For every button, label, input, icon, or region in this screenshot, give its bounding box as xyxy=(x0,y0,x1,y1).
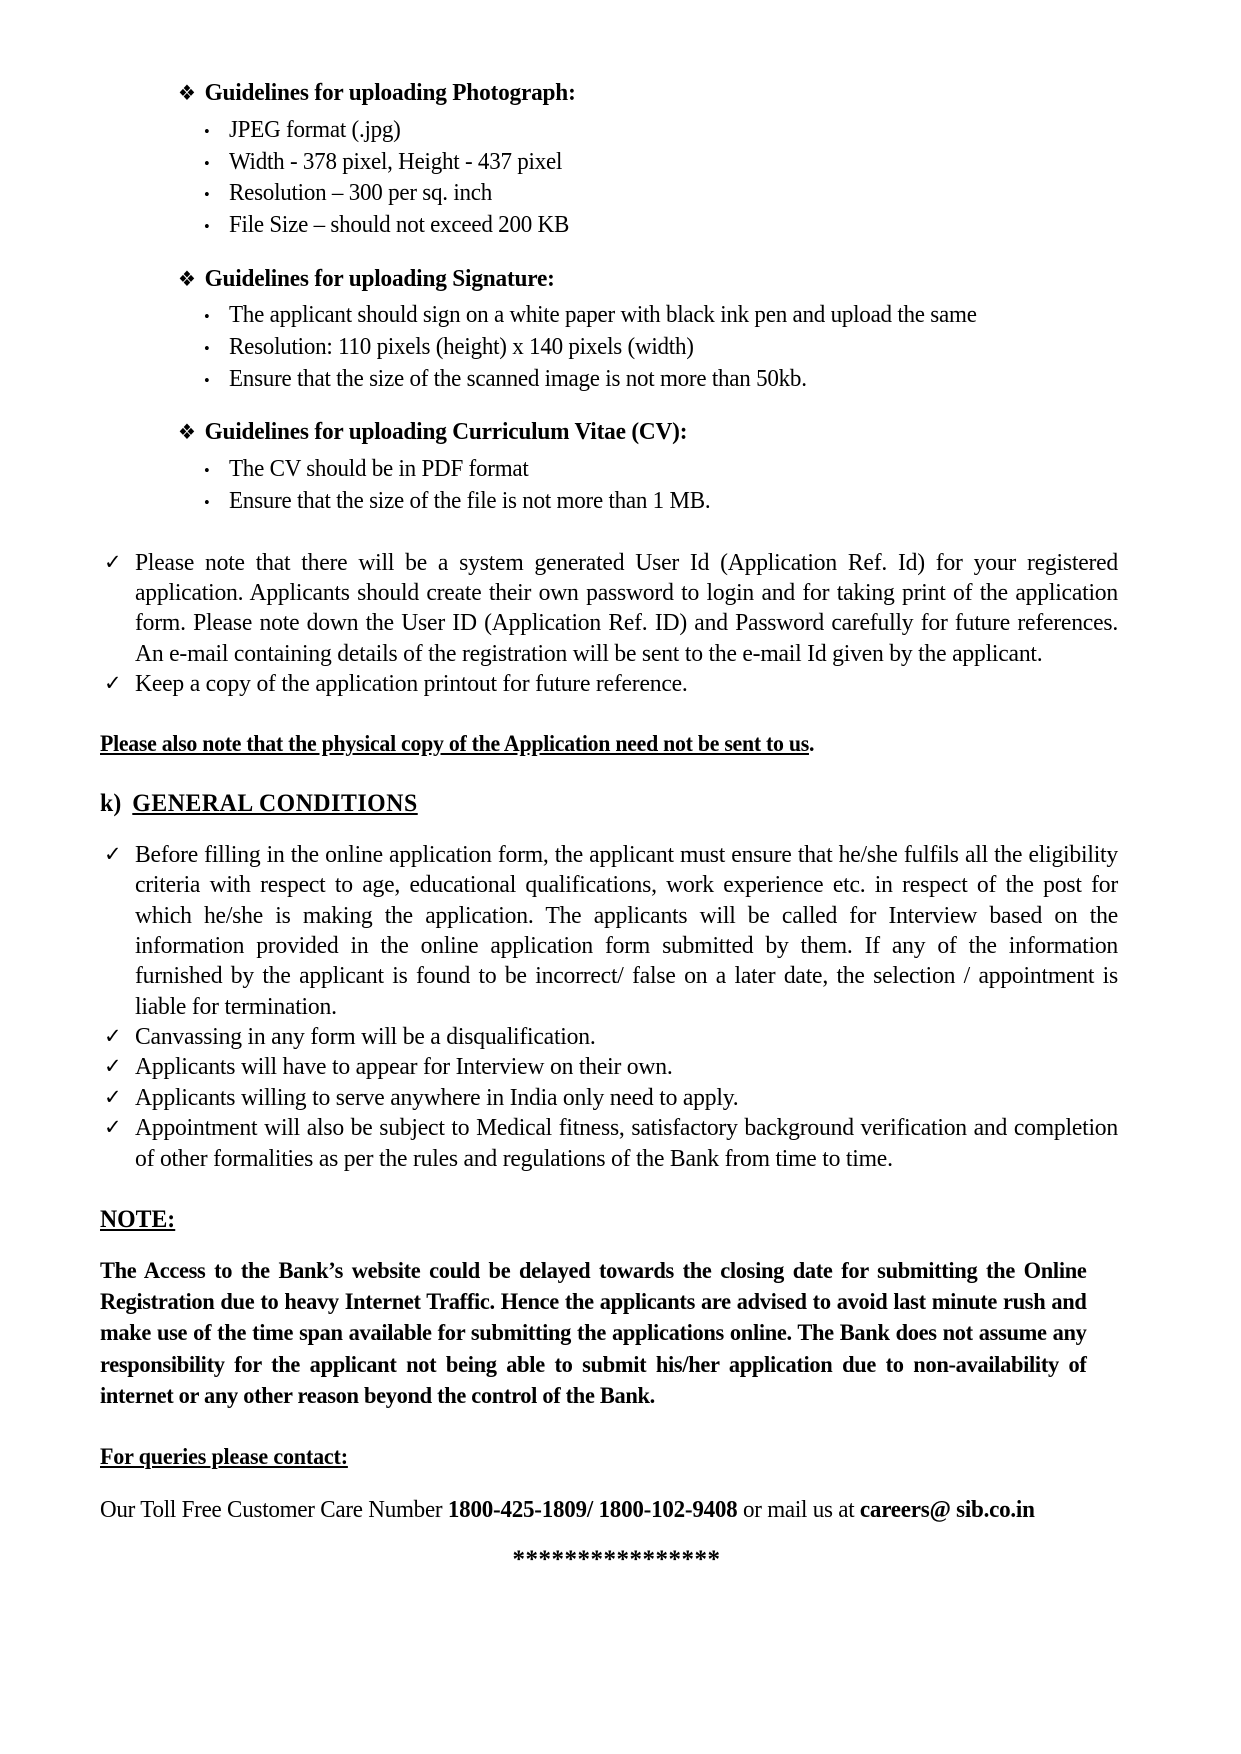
list-item-text: Before filling in the online application form, the applicant must ensure that he/she fulfils all the eligibility criteria with respect to age, educational qualifications, work experience etc. in respect of the post for which he/she is making the application. The applicants will be called for Interview based on the information provided in the online application form submitted by them. If any of the information furnished by the applicant is found to be incorrect/ false on a later date, the selection / appointment is liable for termination. xyxy=(135,841,1119,1020)
list-item-text: Resolution: 110 pixels (height) x 140 pixels (width) xyxy=(228,334,694,361)
list-item-text: File Size – should not exceed 200 KB xyxy=(228,211,570,238)
general-conditions-heading xyxy=(100,790,1081,818)
list-item-text: Applicants will have to appear for Interview on their own. xyxy=(135,1054,673,1081)
general-conditions-list xyxy=(100,840,1133,1174)
photograph-guidelines-list xyxy=(100,115,1133,242)
check-bullet-icon: ✓ xyxy=(104,1115,122,1140)
dot-bullet-icon: • xyxy=(204,185,210,205)
list-item-text: Keep a copy of the application printout for future reference. xyxy=(135,671,688,698)
queries-heading-text: For queries please contact: xyxy=(100,1444,348,1471)
list-item-text: Applicants willing to serve anywhere in India only need to apply. xyxy=(135,1084,739,1111)
list-item-text: JPEG format (.jpg) xyxy=(228,116,401,143)
dot-bullet-icon: • xyxy=(204,370,210,390)
check-bullet-icon: ✓ xyxy=(104,1024,122,1049)
physical-copy-note-text: Please also note that the physical copy of the Application need not be sent to us xyxy=(100,731,809,758)
list-item-text: Ensure that the size of the scanned image is not more than 50kb. xyxy=(228,365,807,392)
dot-bullet-icon: • xyxy=(204,216,210,236)
check-bullet-icon: ✓ xyxy=(104,1084,122,1109)
list-item xyxy=(204,115,1096,147)
list-item xyxy=(100,669,1133,699)
list-item-text: Resolution – 300 per sq. inch xyxy=(228,180,493,207)
diamond-bullet-icon: ❖ xyxy=(178,420,196,445)
list-item xyxy=(204,147,1096,179)
dot-bullet-icon: • xyxy=(204,307,210,327)
note-heading xyxy=(100,1206,1081,1234)
physical-copy-note xyxy=(100,729,1061,760)
list-item xyxy=(204,178,1096,210)
list-item-text: The CV should be in PDF format xyxy=(228,456,529,483)
footer-separator: **************** xyxy=(512,1546,721,1574)
contact-line xyxy=(100,1497,1092,1524)
list-item-text: Ensure that the size of the file is not more than 1 MB. xyxy=(228,487,711,514)
queries-heading xyxy=(100,1444,1071,1471)
list-item xyxy=(204,454,1096,486)
heading-text: Guidelines for uploading Signature: xyxy=(204,264,555,292)
section-number: k) xyxy=(100,789,122,817)
check-bullet-icon: ✓ xyxy=(104,549,122,574)
list-item xyxy=(204,486,1096,518)
check-bullet-icon: ✓ xyxy=(104,671,122,696)
list-item-text: Please note that there will be a system generated User Id (Application Ref. Id) for your registered application. Applicants should create their own password to login and for taking print of the application form. Please note down the User ID (Application Ref. ID) and Password carefully for future references. An e-mail containing details of the registration will be sent to the e-mail Id given by the applicant. xyxy=(135,549,1119,667)
dot-bullet-icon: • xyxy=(204,461,210,481)
dot-bullet-icon: • xyxy=(204,339,210,359)
list-item xyxy=(100,1083,1133,1113)
list-item-text: The applicant should sign on a white paper with black ink pen and upload the same xyxy=(228,302,977,329)
list-item-text: Appointment will also be subject to Medical fitness, satisfactory background verification and completion of other formalities as per the rules and regulations of the Bank from time to time. xyxy=(135,1115,1119,1172)
physical-copy-note-period: . xyxy=(808,731,815,758)
cv-guidelines-list xyxy=(100,454,1133,517)
heading-text: Guidelines for uploading Photograph: xyxy=(204,79,576,106)
note-body: The Access to the Bank’s website could be delayed towards the closing date for submitting the Online Registration due to heavy Internet Traffic. Hence the applicants are advised to avoid last minute rush and make use of the time span available for submitting the applications online. The Bank does not assume any responsibility for the applicant not being able to submit his/her application due to non-availability of internet or any other reason beyond the control of the Bank. xyxy=(100,1257,1087,1409)
list-item xyxy=(204,210,1096,242)
heading-text: Guidelines for uploading Curriculum Vitae (CV): xyxy=(204,418,688,446)
list-item xyxy=(100,1022,1133,1052)
signature-guidelines-heading xyxy=(178,264,1085,295)
list-item xyxy=(100,548,1133,669)
contact-phone-numbers: 1800-425-1809/ 1800-102-9408 xyxy=(447,1497,738,1524)
signature-guidelines-list xyxy=(100,300,1133,395)
list-item xyxy=(100,840,1133,1022)
list-item xyxy=(204,364,1096,396)
note-heading-text: NOTE: xyxy=(100,1205,176,1233)
dot-bullet-icon: • xyxy=(204,153,210,173)
diamond-bullet-icon: ❖ xyxy=(178,266,196,291)
check-bullet-icon: ✓ xyxy=(104,841,122,866)
list-item xyxy=(100,1113,1133,1174)
list-item-text: Width - 378 pixel, Height - 437 pixel xyxy=(228,148,563,175)
section-title: GENERAL CONDITIONS xyxy=(132,789,418,817)
contact-prefix: Our Toll Free Customer Care Number xyxy=(100,1497,448,1524)
registration-notes-list xyxy=(100,548,1133,700)
list-item-text: Canvassing in any form will be a disqualification. xyxy=(135,1024,596,1051)
photograph-guidelines-heading xyxy=(178,78,1085,109)
contact-email: careers@ sib.co.in xyxy=(859,1497,1035,1524)
check-bullet-icon: ✓ xyxy=(104,1054,122,1079)
list-item xyxy=(204,300,1096,332)
list-item xyxy=(100,1052,1133,1082)
dot-bullet-icon: • xyxy=(204,492,210,512)
diamond-bullet-icon: ❖ xyxy=(178,81,196,105)
dot-bullet-icon: • xyxy=(204,121,210,141)
list-item xyxy=(204,332,1096,364)
cv-guidelines-heading xyxy=(178,417,1085,448)
contact-middle: or mail us at xyxy=(737,1497,860,1524)
